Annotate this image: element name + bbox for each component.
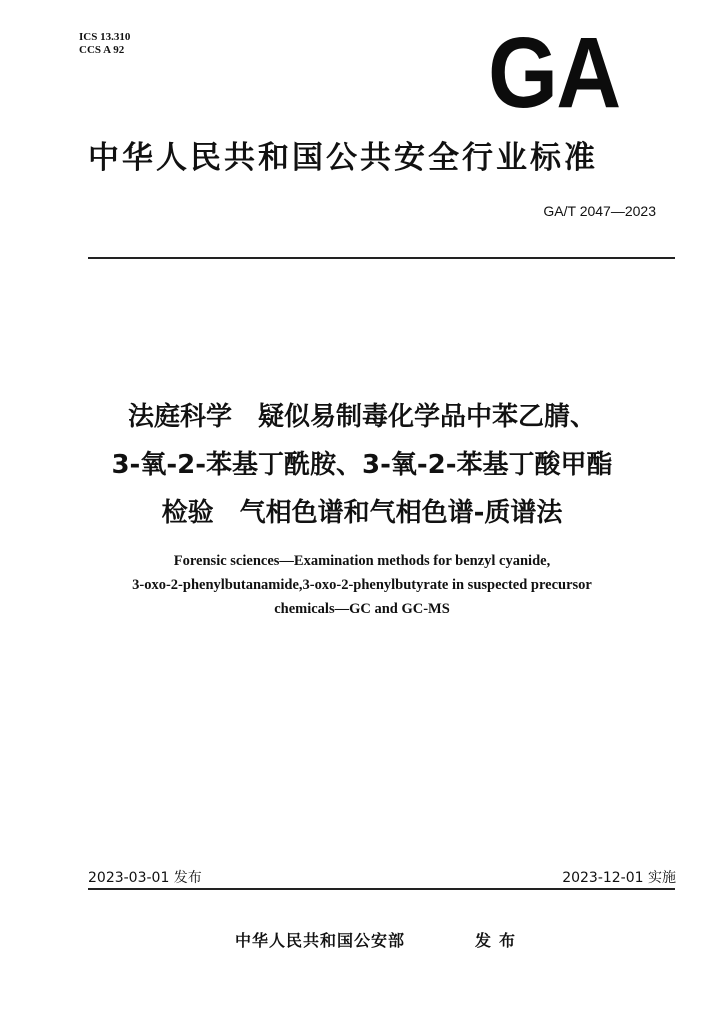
footer-divider — [88, 888, 675, 890]
chinese-title-line: 检验 气相色谱和气相色谱-质谱法 — [161, 498, 563, 528]
chinese-title-line: 3-氧-2-苯基丁酰胺、3-氧-2-苯基丁酸甲酯 — [111, 450, 613, 480]
standard-category-title: 中华人民共和国公共安全行业标准 — [88, 140, 598, 176]
ics-code: ICS 13.310 — [79, 31, 131, 43]
english-title-line: 3-oxo-2-phenylbutanamide,3-oxo-2-phenylbutyrate in suspected precursor — [132, 577, 592, 593]
header-divider — [88, 257, 675, 259]
chinese-title-line: 法庭科学 疑似易制毒化学品中苯乙腈、 — [127, 402, 596, 432]
issue-action: 发布 — [475, 931, 524, 950]
ccs-code: CCS A 92 — [79, 44, 125, 56]
classification-codes — [79, 31, 130, 57]
implementation-date: 2023-12-01 实施 — [562, 870, 676, 886]
english-title — [70, 549, 654, 621]
issuing-authority: 中华人民共和国公安部 — [235, 931, 406, 950]
chinese-title — [60, 393, 664, 537]
issue-date: 2023-03-01 发布 — [88, 870, 202, 886]
english-title-line: Forensic sciences—Examination methods for benzyl cyanide, — [173, 553, 551, 569]
ga-logo: GA — [488, 17, 620, 129]
english-title-line: chemicals—GC and GC-MS — [274, 601, 450, 617]
standard-number: GA/T 2047—2023 — [543, 203, 656, 219]
